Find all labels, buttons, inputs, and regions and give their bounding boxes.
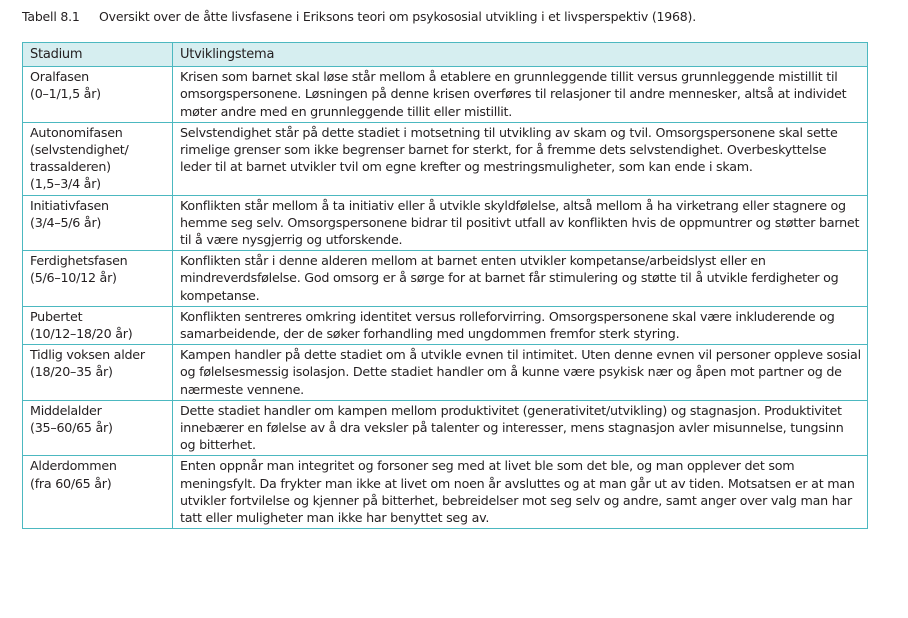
stage-period: (35–60/65 år): [30, 420, 113, 436]
theme-cell: Enten oppnår man integritet og forsoner seg med at livet ble som det ble, og man opplever det som meningsfylt. Da frykter man ikke at livet om noen år avsluttes og at man går ut av tiden. Motsatsen er at man utvikler fortvilelse og kjenner på bitterhet, bebreidelser mot seg selv og andre, samt anger over valg man har tatt eller muligheter man ikke har benyttet seg av.: [173, 456, 868, 529]
stage-cell: [23, 345, 173, 401]
column-header-stage: Stadium: [23, 43, 173, 67]
stage-period: (fra 60/65 år): [30, 475, 112, 491]
stage-cell: [23, 251, 173, 307]
stage-name: Autonomifasen (selvstendighet/ trassalderen): [30, 124, 129, 175]
table-title: Oversikt over de åtte livsfasene i Eriksons teori om psykososial utvikling i et livsperspektiv (1968).: [99, 9, 696, 24]
stage-period: (1,5–3/4 år): [30, 176, 101, 192]
stage-period: (10/12–18/20 år): [30, 326, 133, 342]
stage-cell: [23, 306, 173, 344]
table-row: [23, 306, 868, 344]
stage-period: (0–1/1,5 år): [30, 86, 101, 102]
column-header-theme: Utviklingstema: [173, 43, 868, 67]
stage-name: Ferdighetsfasen: [30, 253, 128, 269]
stage-cell: [23, 195, 173, 251]
table-row: [23, 122, 868, 195]
theme-cell: Konflikten sentreres omkring identitet versus rolleforvirring. Omsorgspersonene skal være inkluderende og samarbeidende, der de søker forhandling med ungdommen fremfor sterk styring.: [173, 306, 868, 344]
stage-name: Pubertet: [30, 308, 83, 324]
table-row: [23, 195, 868, 251]
theme-cell: Dette stadiet handler om kampen mellom produktivitet (generativitet/utvikling) og stagnasjon. Produktivitet innebærer en følelse av å dra veksler på talenter og interesser, mens stagnasjon avler misunnelse, tungsinn og bitterhet.: [173, 400, 868, 456]
table-caption: [22, 9, 696, 24]
table-row: [23, 345, 868, 401]
theme-cell: Konflikten står i denne alderen mellom at barnet enten utvikler kompetanse/arbeidslyst eller en mindreverdsfølelse. God omsorg er å sørge for at barnet får stimulering og støtte til å utvikle ferdigheter og kompetanse.: [173, 251, 868, 307]
table-row: [23, 251, 868, 307]
stage-cell: [23, 67, 173, 123]
table-row: [23, 456, 868, 529]
stage-period: (18/20–35 år): [30, 364, 113, 380]
table-row: [23, 400, 868, 456]
stage-name: Oralfasen: [30, 69, 89, 85]
stage-name: Middelalder: [30, 402, 102, 418]
theme-cell: Konflikten står mellom å ta initiativ eller å utvikle skyldfølelse, altså mellom å ha virketrang eller stagnere og hemme seg selv. Omsorgspersonene bidrar til positivt utfall av konflikten hvis de oppmuntrer og støtter barnet til å være nysgjerrig og utforskende.: [173, 195, 868, 251]
stage-period: (5/6–10/12 år): [30, 270, 117, 286]
stage-cell: [23, 456, 173, 529]
theme-cell: Krisen som barnet skal løse står mellom å etablere en grunnleggende tillit versus grunnleggende mistillit til omsorgspersonene. Løsningen på denne krisen overføres til relasjoner til andre mennesker, altså at individet møter andre med en grunnleggende tillit eller mistillit.: [173, 67, 868, 123]
stage-name: Tidlig voksen alder: [30, 347, 145, 363]
stage-name: Initiativfasen: [30, 197, 109, 213]
table-number: Tabell 8.1: [22, 9, 80, 24]
stage-name: Alderdommen: [30, 458, 117, 474]
table-header-row: [23, 43, 868, 67]
theme-cell: Selvstendighet står på dette stadiet i motsetning til utvikling av skam og tvil. Omsorgspersonene skal sette rimelige grenser som ikke begrenser barnet for sterkt, for å fremme dets selvstendighet. Overbeskyttelse leder til at barnet utvikler tvil om egne krefter og mestringsmuligheter, som kan ende i skam.: [173, 122, 868, 195]
table-row: [23, 67, 868, 123]
erikson-stages-table: [22, 42, 868, 529]
stage-period: (3/4–5/6 år): [30, 214, 102, 230]
stage-cell: [23, 122, 173, 195]
theme-cell: Kampen handler på dette stadiet om å utvikle evnen til intimitet. Uten denne evnen vil personer oppleve sosial og følelsesmessig isolasjon. Dette stadiet handler om å kunne være psykisk nær og åpen mot partner og de nærmeste vennene.: [173, 345, 868, 401]
stage-cell: [23, 400, 173, 456]
